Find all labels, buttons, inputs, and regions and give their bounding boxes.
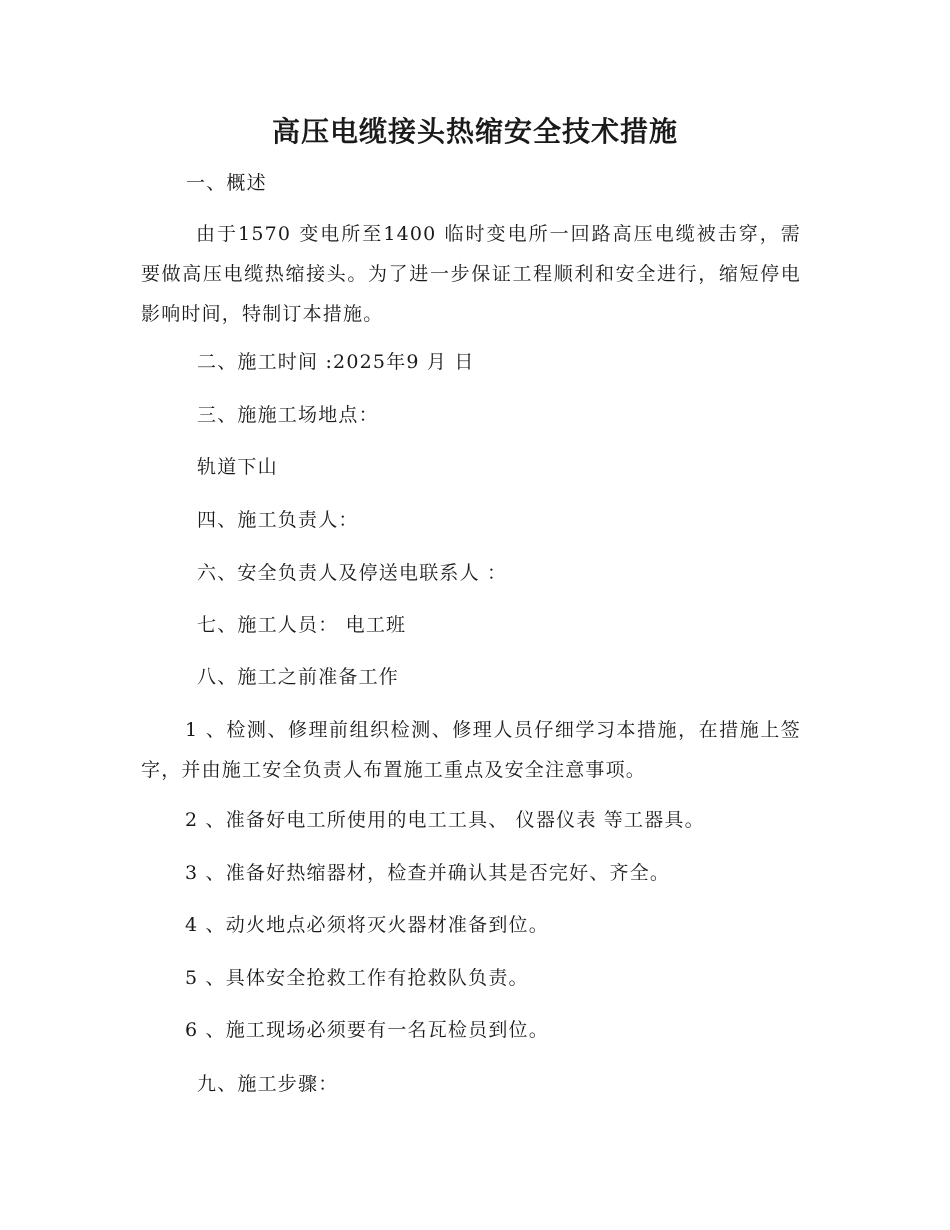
- preparation-item: 3 、准备好热缩器材，检查并确认其是否完好、齐全。: [185, 862, 671, 884]
- section-construction-site-value: 轨道下山: [197, 456, 278, 478]
- section-construction-time: 二、施工时间 :2025年9 月 日: [197, 351, 475, 373]
- section-construction-site-heading: 三、施施工场地点：: [197, 404, 379, 426]
- preparation-item: 1 、检测、修理前组织检测、修理人员仔细学习本措施，在措施上签字，并由施工安全负责人布置施工重点及安全注意事项。: [141, 719, 801, 781]
- document-title: 高压电缆接头热缩安全技术措施: [271, 115, 678, 148]
- preparation-item: 5 、具体安全抢救工作有抢救队负责。: [185, 967, 529, 989]
- section-safety-contact: 六、安全负责人及停送电联系人 ：: [197, 562, 508, 584]
- preparation-item: 6 、施工现场必须要有一名瓦检员到位。: [185, 1019, 549, 1041]
- preparation-item: 4 、动火地点必须将灭火器材准备到位。: [185, 914, 549, 936]
- section-overview-text: 由于1570 变电所至1400 临时变电所一回路高压电缆被击穿，需要做高压电缆热缩接头。为了进一步保证工程顺利和安全进行，缩短停电影响时间，特制订本措施。: [141, 223, 801, 325]
- section-steps-heading: 九、施工步骤：: [197, 1073, 339, 1095]
- section-preparation-heading: 八、施工之前准备工作: [197, 666, 400, 688]
- section-construction-staff: 七、施工人员： 电工班: [197, 614, 407, 636]
- section-construction-leader: 四、施工负责人：: [197, 509, 359, 531]
- preparation-item: 2 、准备好电工所使用的电工工具、 仪器仪表 等工器具。: [185, 809, 705, 831]
- section-overview-heading: 一、概述: [186, 172, 267, 194]
